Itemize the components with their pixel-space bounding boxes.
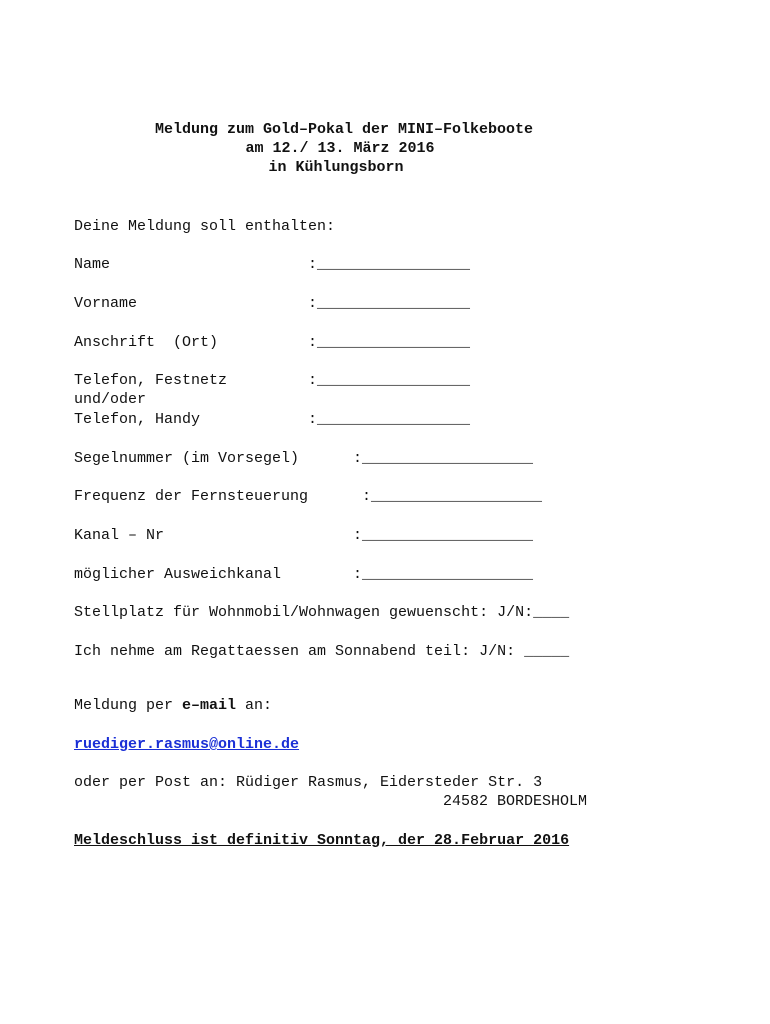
telefon-festnetz-field: :_________________ [308,372,471,389]
name-field: :_________________ [308,256,471,273]
deadline-text: Meldeschluss ist definitiv Sonntag, der 28.Februar 2016 [74,832,570,849]
email-bold-word: e–mail [182,697,237,714]
post-line-2: 24582 BORDESHOLM [443,793,588,810]
title-line-2: am 12./ 13. März 2016 [245,140,435,157]
frequenz-label: Frequenz der Fernsteuerung [74,488,309,505]
ausweichkanal-label: möglicher Ausweichkanal [74,566,282,583]
post-line-1: oder per Post an: Rüdiger Rasmus, Eidersteder Str. 3 [74,774,543,791]
anschrift-field: :_________________ [308,334,471,351]
telefon-festnetz-label: Telefon, Festnetz [74,372,228,389]
und-oder-text: und/oder [74,391,147,408]
vorname-label: Vorname [74,295,138,312]
anschrift-label: Anschrift (Ort) [74,334,219,351]
stellplatz-line: Stellplatz für Wohnmobil/Wohnwagen gewuenscht: J/N:____ [74,604,570,621]
email-suffix: an: [236,697,273,714]
email-address-line [74,735,299,754]
title-line-3: in Kühlungsborn [268,159,404,176]
frequenz-field: :___________________ [362,488,543,505]
email-instruction [74,696,272,715]
segelnummer-label: Segelnummer (im Vorsegel) [74,450,309,467]
telefon-handy-field: :_________________ [308,411,471,428]
telefon-handy-label: Telefon, Handy [74,411,201,428]
vorname-field: :_________________ [308,295,471,312]
email-address-link[interactable]: ruediger.rasmus@online.de [74,736,300,753]
segelnummer-field: :___________________ [353,450,534,467]
email-prefix: Meldung per [74,697,183,714]
ausweichkanal-field: :___________________ [353,566,534,583]
regattaessen-line: Ich nehme am Regattaessen am Sonnabend teil: J/N: _____ [74,643,570,660]
intro-text: Deine Meldung soll enthalten: [74,218,336,235]
title-line-1: Meldung zum Gold–Pokal der MINI–Folkeboote [154,121,534,138]
name-label: Name [74,256,111,273]
kanal-label: Kanal – Nr [74,527,165,544]
kanal-field: :___________________ [353,527,534,544]
